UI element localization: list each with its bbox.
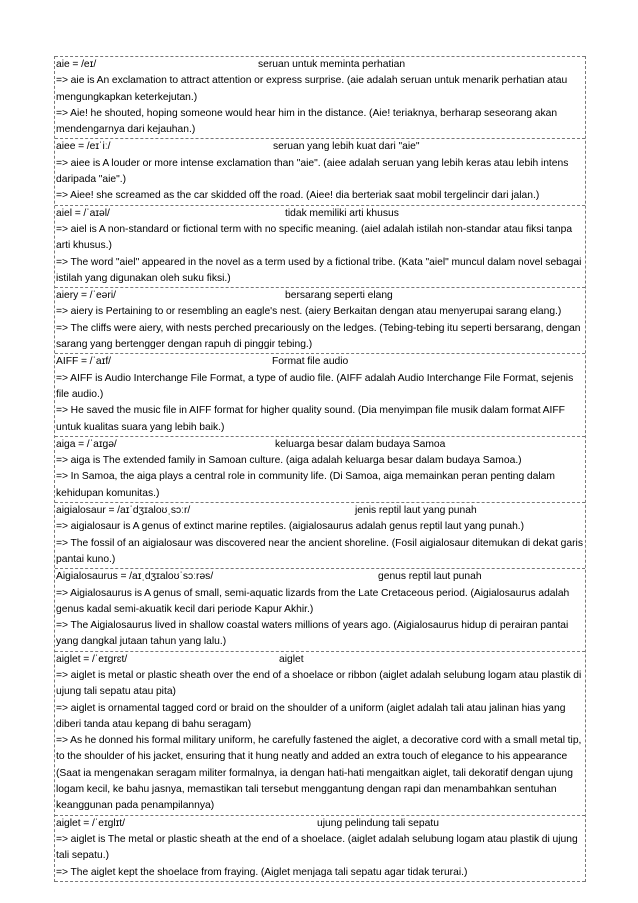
entry-headword: aiery = /ˈeəri/ xyxy=(56,290,116,302)
entry-line: => Aigialosaurus is A genus of small, semi-aquatic lizards from the Late Cretaceous period. (Aigialosaurus adalah genus kadal semi-akuatik kecil dari periode Kapur Akhir.) xyxy=(56,587,570,615)
entry-headword: aiel = /ˈaɪəl/ xyxy=(56,207,110,219)
entry-line: => AIFF is Audio Interchange File Format, a type of audio file. (AIFF adalah Audio Interchange File Format, sejenis file audio.) xyxy=(56,372,574,400)
entry-gloss: ujung pelindung tali sepatu xyxy=(317,817,439,829)
entry-headword: aiglet = /ˈeɪɡrɛt/ xyxy=(56,653,128,665)
entry-headword: aigialosaur = /aɪˈdʒɪaloʊˌsɔːr/ xyxy=(56,505,191,517)
dictionary-entry xyxy=(55,287,585,353)
entry-headword: AIFF = /ˈaɪf/ xyxy=(56,356,112,368)
entry-line: => He saved the music file in AIFF format for higher quality sound. (Dia menyimpan file musik dalam format AIFF untuk kualitas suara yang lebih baik.) xyxy=(56,405,565,433)
dictionary-entry xyxy=(55,502,585,568)
entry-line: => aiery is Pertaining to or resembling an eagle's nest. (aiery Berkaitan dengan atau menyerupai sarang elang.) xyxy=(56,306,562,318)
dictionary-entry xyxy=(55,138,585,204)
dictionary-document xyxy=(54,56,586,882)
entry-gloss: Format file audio xyxy=(272,356,349,368)
entry-line: => aigialosaur is A genus of extinct marine reptiles. (aigialosaurus adalah genus reptil laut yang punah.) xyxy=(56,521,525,533)
entry-headword: aiga = /ˈaɪɡə/ xyxy=(56,438,117,450)
entry-gloss: aiglet xyxy=(279,653,304,665)
entry-gloss: keluarga besar dalam budaya Samoa xyxy=(275,438,446,450)
dictionary-entry xyxy=(55,815,585,882)
entry-gloss: bersarang seperti elang xyxy=(285,290,393,302)
entry-headword: aiee = /eɪˈiː/ xyxy=(56,141,111,153)
dictionary-entry xyxy=(55,568,585,650)
entry-line: => aiglet is metal or plastic sheath over the end of a shoelace or ribbon (aiglet adalah selubung logam atau plastik di ujung tali sepatu atau pita) xyxy=(56,669,582,698)
entry-gloss: jenis reptil laut yang punah xyxy=(355,505,477,517)
entry-line: => aiel is A non-standard or fictional term with no specific meaning. (aiel adalah istilah non-standar atau fiksi tanpa arti khusus.) xyxy=(56,223,573,252)
entry-line: => In Samoa, the aiga plays a central role in community life. (Di Samoa, aiga memainkan peran penting dalam kehidupan komunitas.) xyxy=(56,471,555,499)
entry-line: => aiglet is ornamental tagged cord or braid on the shoulder of a uniform (aiglet adalah tali atau jalinan hias yang diberi tanda atau kepang di bahu seragam) xyxy=(56,702,566,730)
entry-line: => The fossil of an aigialosaur was discovered near the ancient shoreline. (Fosil aigialosaur ditemukan di dekat garis pantai kuno.) xyxy=(56,537,583,565)
dictionary-entry xyxy=(55,205,585,287)
entry-line: => The cliffs were aiery, with nests perched precariously on the ledges. (Tebing-tebing itu seperti bersarang, dengan sarang yang bertengger dengan rapuh di pinggir tebing.) xyxy=(56,322,581,351)
entry-headword: Aigialosaurus = /aɪˌdʒɪaloʊˈsɔːrəs/ xyxy=(56,571,214,583)
entry-gloss: seruan yang lebih kuat dari "aie" xyxy=(273,141,420,153)
entry-gloss: tidak memiliki arti khusus xyxy=(285,207,399,219)
dictionary-entry xyxy=(55,436,585,502)
entry-line: => aiglet is The metal or plastic sheath at the end of a shoelace. (aiglet adalah selubung logam atau plastik di ujung tali sepatu.) xyxy=(56,833,578,862)
entry-line: => Aie! he shouted, hoping someone would hear him in the distance. (Aie! teriaknya, berharap seseorang akan mendengarnya dari kejauhan.) xyxy=(56,107,558,136)
entry-line: => aiee is A louder or more intense exclamation than "aie". (aiee adalah seruan yang lebih keras atau lebih intens daripada "aie".) xyxy=(56,157,569,186)
entry-line: => As he donned his formal military uniform, he carefully fastened the aiglet, a decorative cord with a small metal tip, to the shoulder of his jacket, ensuring that it hung neatly and added an extra touch of elegance to his appearance (Saat ia mengenakan seragam militer formalnya, ia dengan hati-hati mengaitkan aiglet, tali dekoratif dengan ujung logam kecil, ke bahu jasnya, memastikan tali tersebut menggantung dengan rapi dan menambahkan sentuhan keanggunan pada penampilannya) xyxy=(56,735,582,812)
entry-gloss: seruan untuk meminta perhatian xyxy=(258,59,406,70)
entry-line: => aie is An exclamation to attract attention or express surprise. (aie adalah seruan untuk menarik perhatian atau mengungkapkan keterkejutan.) xyxy=(56,75,568,103)
entry-headword: aie = /eɪ/ xyxy=(56,59,97,70)
entry-line: => The Aigialosaurus lived in shallow coastal waters millions of years ago. (Aigialosaurus hidup di perairan pantai yang dangkal jutaan tahun yang lalu.) xyxy=(56,620,569,648)
dictionary-entry xyxy=(55,353,585,435)
dictionary-entry xyxy=(55,651,585,815)
entry-headword: aiglet = /ˈeɪɡlɪt/ xyxy=(56,817,126,829)
dictionary-entry xyxy=(55,56,585,138)
entry-line: => The aiglet kept the shoelace from fraying. (Aiglet menjaga tali sepatu agar tidak terurai.) xyxy=(56,866,468,878)
entry-gloss: genus reptil laut punah xyxy=(378,571,482,583)
entry-line: => Aiee! she screamed as the car skidded off the road. (Aiee! dia berteriak saat mobil tergelincir dari jalan.) xyxy=(56,190,540,202)
entry-line: => The word "aiel" appeared in the novel as a term used by a fictional tribe. (Kata "aiel" muncul dalam novel sebagai istilah yang digunakan oleh suku fiksi.) xyxy=(56,256,582,284)
entry-line: => aiga is The extended family in Samoan culture. (aiga adalah keluarga besar dalam budaya Samoa.) xyxy=(56,455,522,467)
